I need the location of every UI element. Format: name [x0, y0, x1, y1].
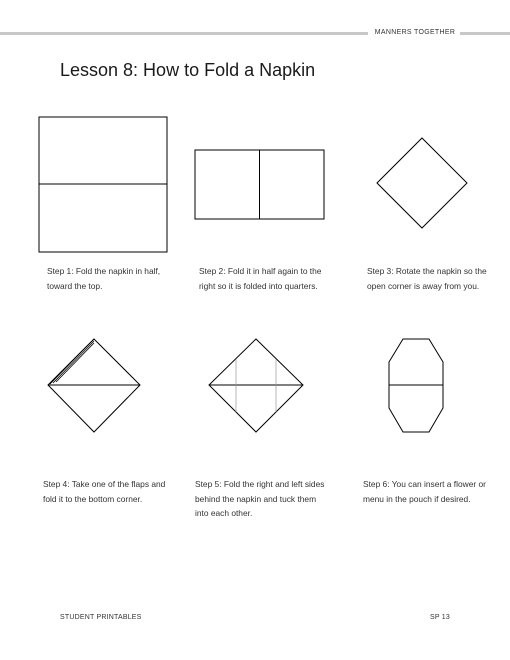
step-5-caption: Step 5: Fold the right and left sides behind the napkin and tuck them into each other.: [195, 479, 325, 518]
step-6-diagram: [388, 338, 444, 433]
step-1-diagram: [38, 116, 168, 253]
step-1-caption: Step 1: Fold the napkin in half, toward the top.: [47, 266, 161, 291]
step-3-caption: Step 3: Rotate the napkin so the open corner is away from you.: [367, 266, 487, 291]
step-2-diagram: [194, 149, 325, 220]
page-number: SP 13: [430, 614, 450, 621]
header-rule-left: [0, 32, 368, 35]
header-label: MANNERS TOGETHER: [374, 29, 456, 36]
footer-label: STUDENT PRINTABLES: [60, 614, 142, 621]
page-title: Lesson 8: How to Fold a Napkin: [60, 60, 316, 80]
step-2-caption: Step 2: Fold it in half again to the right so it is folded into quarters.: [199, 266, 322, 291]
step-6-caption: Step 6: You can insert a flower or menu in the pouch if desired.: [363, 479, 486, 504]
step-5-diagram: [208, 338, 304, 433]
step-4-caption: Step 4: Take one of the flaps and fold it to the bottom corner.: [43, 479, 166, 504]
step-4-diagram: [47, 338, 141, 433]
step-3-diagram: [376, 137, 468, 229]
header-rule-right: [460, 32, 510, 35]
